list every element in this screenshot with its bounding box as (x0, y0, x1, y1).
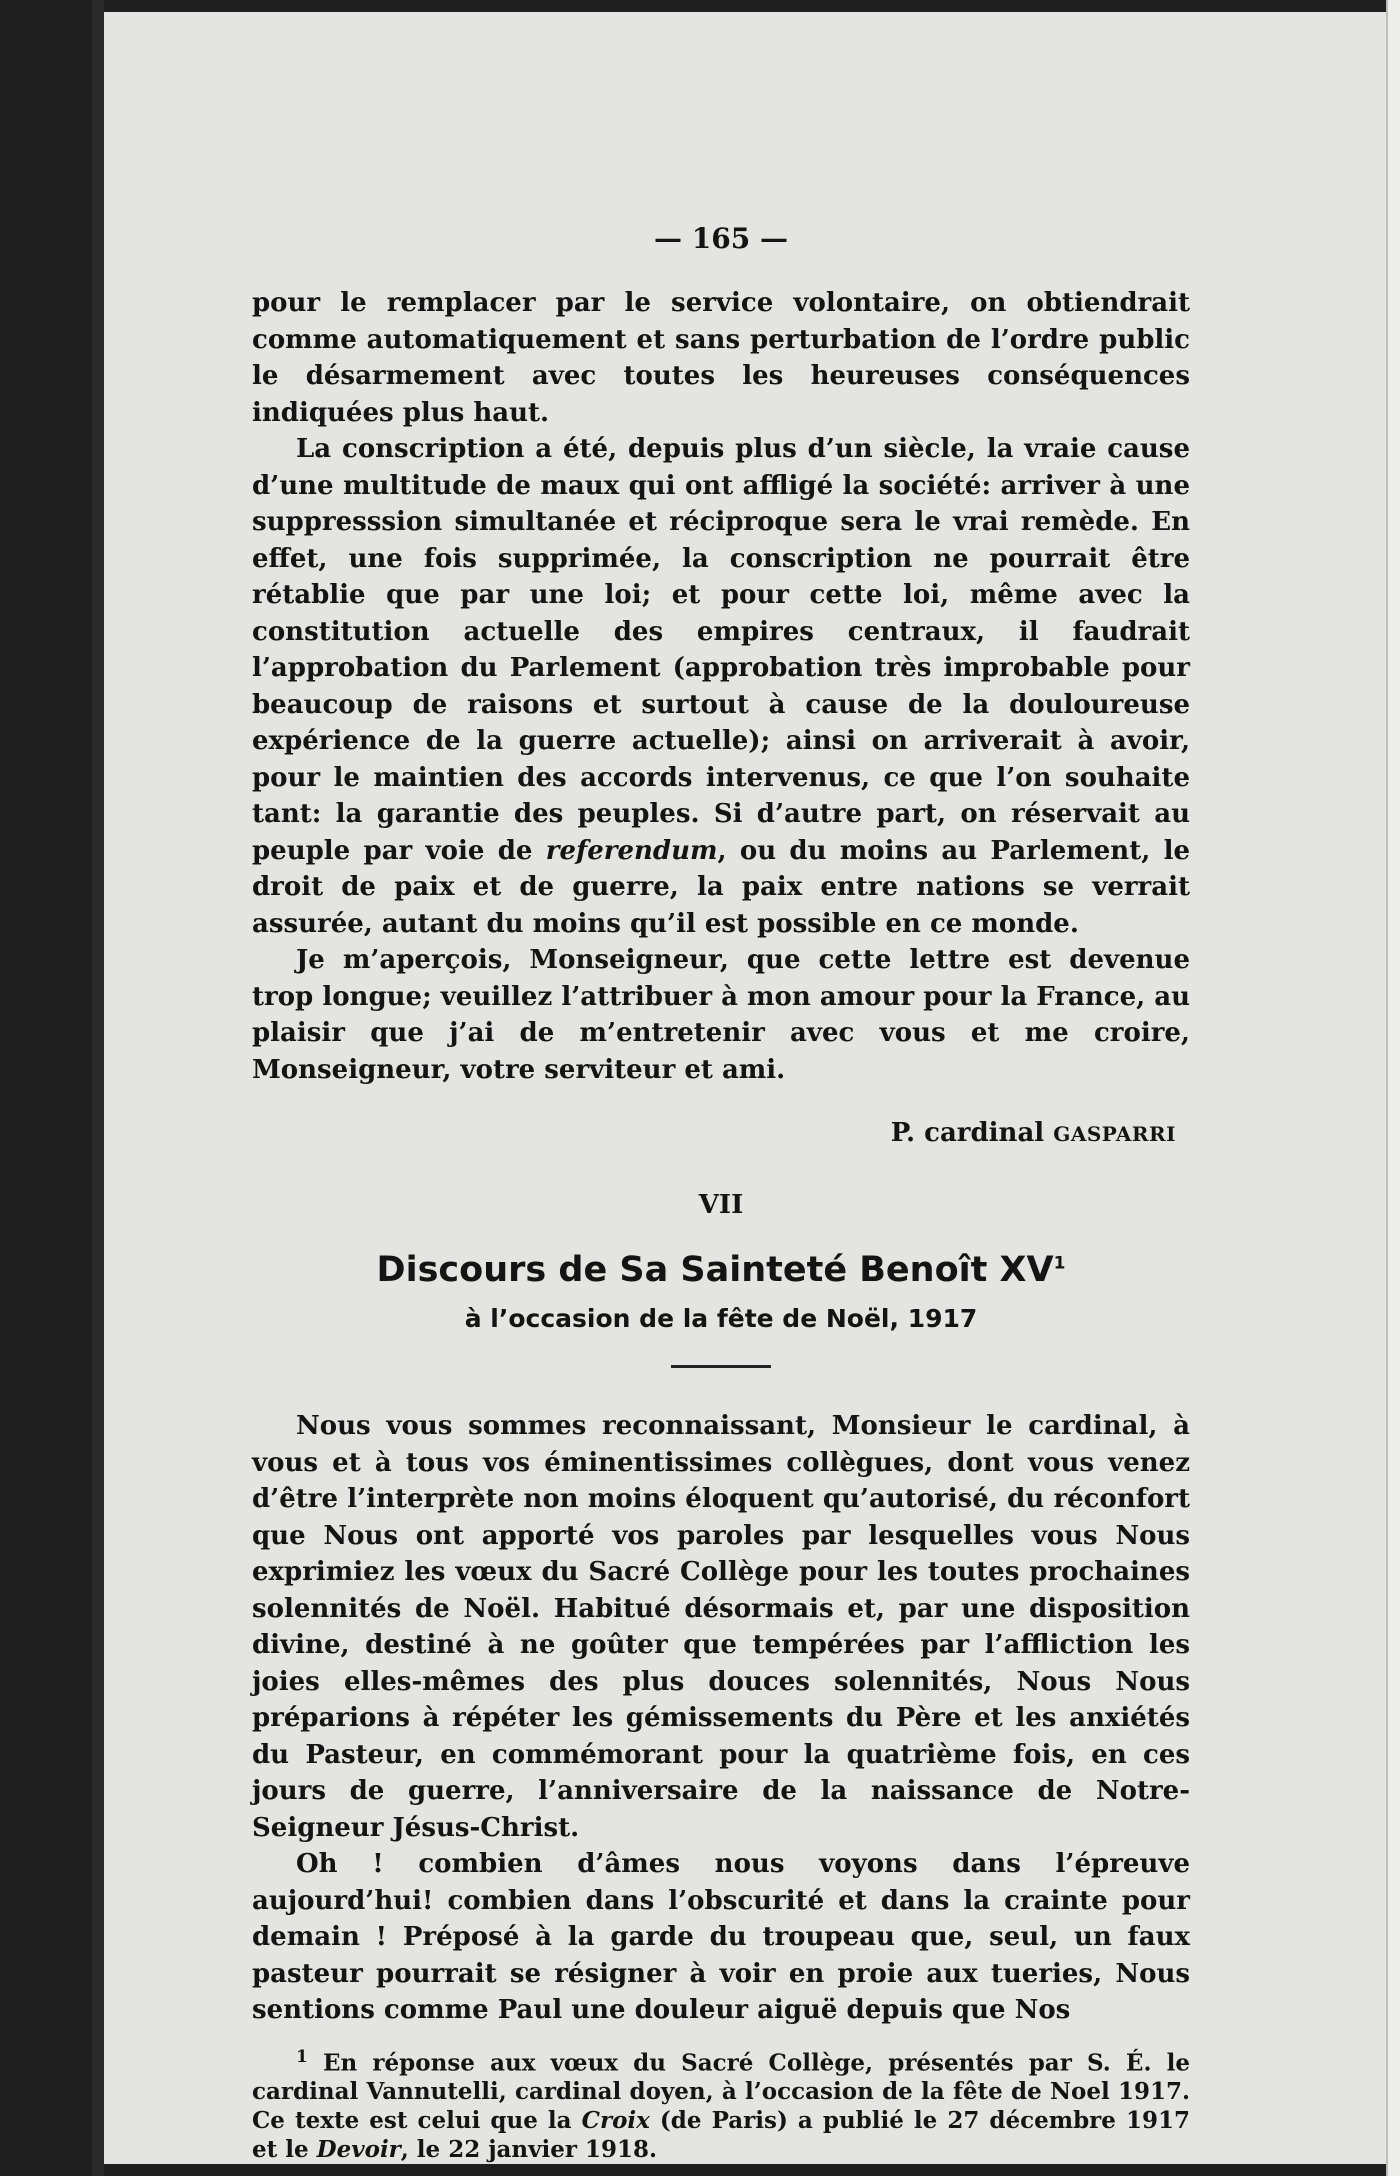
footnote-marker: 1 (296, 2046, 308, 2067)
footnote (252, 2043, 1190, 2165)
paragraph: Nous vous sommes reconnaissant, Monsieur le cardinal, à vous et à tous vos éminentissimes collègues, dont vous venez d’être l’interprète non moins éloquent qu’autorisé, du réconfort que Nous ont apporté vos paroles par lesquelles vous Nous exprimiez les vœux du Sacré Collège pour les toutes prochaines solennités de Noël. Habitué désormais et, par une disposition divine, destiné à ne goûter que tempérées par l’affliction les joies elles-mêmes des plus douces solennités, Nous Nous préparions à répéter les gémissements du Père et les anxiétés du Pasteur, en commémorant pour la quatrième fois, en ces jours de guerre, l’anniversaire de la naissance de Notre-Seigneur Jésus-Christ. (252, 1411, 1190, 1843)
section-heading (252, 1250, 1190, 1290)
section-number: VII (698, 1190, 744, 1220)
paragraph: Oh ! combien d’âmes nous voyons dans l’épreuve aujourd’hui! combien dans l’obscurité et dans la crainte pour demain ! Préposé à la garde du troupeau que, seul, un faux pasteur pourrait se résigner à voir en proie aux tueries, Nous sentions comme Paul une douleur aiguë depuis que Nos (252, 1849, 1190, 2025)
paragraph (252, 431, 1190, 942)
footnote-part: , le 22 janvier 1918. (400, 2136, 658, 2164)
signature-prefix: P. cardinal (890, 1118, 1045, 1148)
page-content (252, 222, 1190, 2164)
footnote-italic: Devoir (316, 2136, 401, 2164)
footnote-reference: 1 (1053, 1253, 1066, 1274)
footnote-text (252, 2043, 1190, 2165)
paragraph: Je m’aperçois, Monseigneur, que cette lettre est devenue trop longue; veuillez l’attribuer à mon amour pour la France, au plaisir que j’ai de m’entretenir avec vous et me croire, Monseigneur, votre serviteur et ami. (252, 945, 1190, 1085)
footnote-italic: Croix (581, 2107, 650, 2135)
separator-rule (671, 1365, 771, 1368)
footnote-part: (de Paris) a publié le 27 décembre 1917 et le (252, 2107, 1190, 2164)
signature-name: GASPARRI (1053, 1122, 1176, 1146)
italic-term: referendum (545, 835, 718, 866)
page-binding-edge (92, 0, 104, 2176)
section-subheading: à l’occasion de la fête de Noël, 1917 (464, 1304, 978, 1333)
footnote-part: En réponse aux vœux du Sacré Collège, présentés par S. É. le cardinal Vannutelli, cardinal doyen, à l’occasion de la fête de Noel 1917. Ce texte est celui que la (252, 2049, 1190, 2135)
heading-text: Discours de Sa Sainteté Benoît XV (376, 1250, 1054, 1290)
page-right-edge (1386, 0, 1400, 2176)
paragraph-text: La conscription a été, depuis plus d’un siècle, la vraie cause d’une multitude de maux qui ont affligé la société: arriver à une suppresssion simultanée et réciproque sera le vrai remède. En effet, une fois supprimée, la conscription ne pourrait être rétablie que par une loi; et pour cette loi, même avec la constitution actuelle des empires centraux, il faudrait l’approbation du Parlement (approbation très improbable pour beaucoup de raisons et surtout à cause de la douloureuse expérience de la guerre actuelle); ainsi on arriverait à avoir, pour le maintien des accords intervenus, ce que l’on souhaite tant: la garantie des peuples. Si d’autre part, on réservait au peuple par voie de (252, 434, 1190, 866)
paragraph-text: , ou du moins au Parlement, le droit de paix et de guerre, la paix entre nations se verrait assurée, autant du moins qu’il est possible en ce monde. (252, 835, 1190, 939)
signature (252, 1118, 1190, 1148)
page-number: — 165 — (654, 222, 788, 255)
paragraph: pour le remplacer par le service volontaire, on obtiendrait comme automatiquement et sans perturbation de l’ordre public le désarmement avec toutes les heureuses conséquences indiquées plus haut. (252, 288, 1190, 428)
